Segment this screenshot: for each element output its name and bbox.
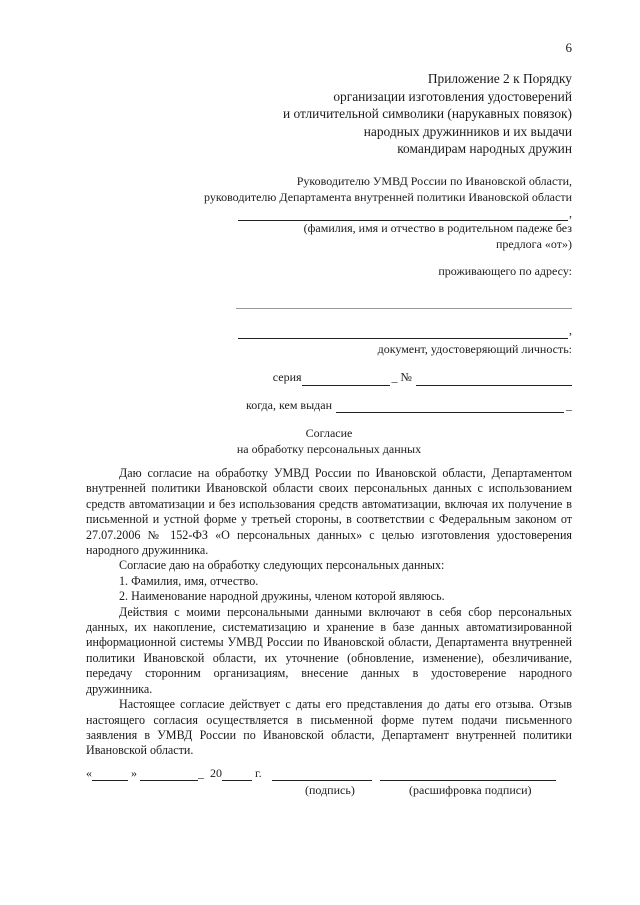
quote-open: «	[86, 766, 92, 780]
document-label: документ, удостоверяющий личность:	[377, 341, 572, 356]
consent-body	[86, 466, 572, 759]
issued-field[interactable]	[336, 400, 564, 413]
issued-row	[152, 398, 572, 414]
fio-field[interactable]	[238, 208, 568, 221]
paragraph-4: 2. Наименование народной дружины, членом которой являюсь.	[119, 589, 445, 604]
paragraph-2: Согласие даю на обработку следующих персональных данных:	[119, 558, 445, 573]
quote-close: »	[131, 766, 137, 780]
appendix-line: командирам народных дружин	[397, 141, 572, 156]
paragraph-5: Действия с моими персональными данными включают в себя сбор персональных данных, их накопление, систематизацию и хранение в базе данных автоматизированной информационной системы УМВД России по Ивановской области, Департамента внутренней политики Ивановской области, их уточнение (обновление, изменение), обезличивание, передачу сторонним организациям, внесение данных в удостоверение народного дружинника.	[86, 604, 572, 696]
number-field[interactable]	[416, 373, 572, 386]
addressee-line-2: руководителю Департамента внутренней политики Ивановской области	[204, 189, 572, 204]
address-row-2	[152, 324, 572, 339]
appendix-line: и отличительной символики (нарукавных повязок)	[282, 106, 572, 121]
paragraph-1: Даю согласие на обработку УМВД России по Ивановской области, Департаментом внутренней политики Ивановской области своих персональных данных с использованием средств автоматизации и без использования средств автоматизации, включая их получение в письменной и устной форме у третьей стороны, в соответствии с Федеральным законом от 27.07.2006 № 152-ФЗ «О персональных данных» с целью изготовления удостоверения народного дружинника.	[86, 466, 572, 558]
paragraph-3: 1. Фамилия, имя, отчество.	[119, 573, 259, 588]
address-comma: ,	[569, 323, 572, 337]
year-prefix: 20	[210, 766, 222, 780]
series-row	[152, 370, 572, 386]
address-field-1[interactable]	[236, 296, 572, 309]
title-line-1: Согласие	[305, 426, 353, 440]
issued-tail: _	[566, 397, 572, 412]
page-number: 6	[565, 40, 572, 55]
series-label: серия	[272, 370, 302, 384]
day-field[interactable]	[92, 768, 128, 781]
year-suffix: г.	[255, 766, 262, 780]
series-field[interactable]	[302, 373, 390, 386]
decoding-label: (расшифровка подписи)	[409, 783, 532, 797]
issued-label: когда, кем выдан	[245, 397, 332, 412]
address-field-2[interactable]	[238, 326, 568, 339]
consent-title	[86, 426, 572, 457]
fio-hint-1: (фамилия, имя и отчество в родительном падеже без	[303, 221, 572, 235]
signature-label: (подпись)	[305, 783, 355, 797]
residing-label: проживающего по адресу:	[438, 264, 572, 278]
signature-line	[86, 765, 572, 781]
appendix-header	[283, 70, 572, 158]
year-field[interactable]	[222, 768, 252, 781]
appendix-line: организации изготовления удостоверений	[333, 88, 572, 104]
fio-comma: ,	[569, 205, 572, 220]
signature-field[interactable]	[272, 768, 372, 781]
decoding-field[interactable]	[380, 768, 556, 781]
signature-labels	[86, 783, 572, 799]
addressee-line-1: Руководителю УМВД России по Ивановской области,	[296, 174, 572, 188]
addressee-block	[152, 174, 572, 413]
fio-row	[152, 206, 572, 221]
address-row-1	[152, 294, 572, 309]
number-label: _ №	[391, 370, 412, 384]
paragraph-6: Настоящее согласие действует с даты его представления до даты его отзыва. Отзыв настоящего согласия осуществляется в письменной форме путем подачи письменного заявления в УМВД России по Ивановской области, Департамент внутренней политики Ивановской области.	[86, 697, 572, 758]
appendix-line: народных дружинников и их выдачи	[363, 123, 572, 139]
appendix-line: Приложение 2 к Порядку	[427, 71, 572, 86]
month-field[interactable]	[140, 768, 198, 781]
title-line-2: на обработку персональных данных	[236, 441, 422, 456]
month-underscore: _	[198, 766, 204, 780]
signature-block	[86, 765, 572, 799]
fio-hint-2: предлога «от»)	[495, 236, 572, 251]
